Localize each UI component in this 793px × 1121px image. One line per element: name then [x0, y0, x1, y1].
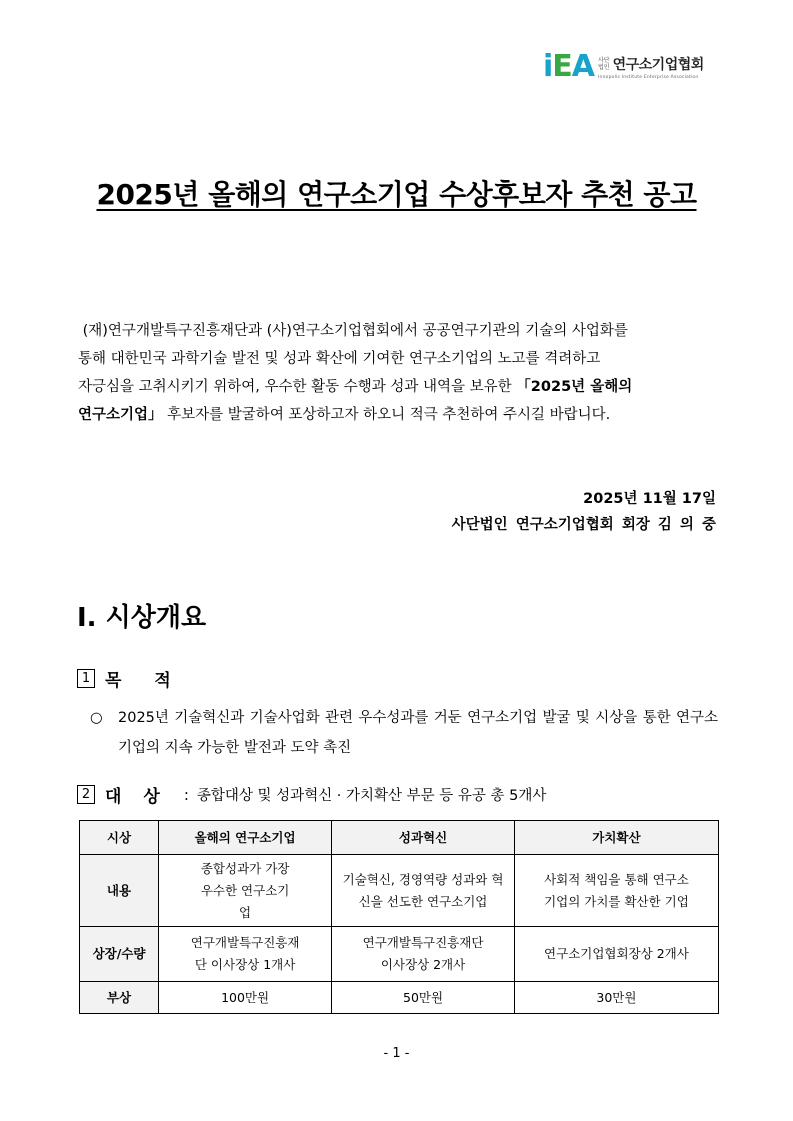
table-header: 성과혁신 [332, 821, 515, 855]
logo-english-name: Innopolis Institute Enterprise Association [598, 75, 699, 80]
row-header: 내용 [80, 855, 159, 927]
table-cell: 50만원 [332, 982, 515, 1014]
table-header-row [80, 821, 719, 855]
table-row [80, 855, 719, 927]
announcement-date: 2025년 11월 17일 [583, 491, 716, 507]
ieia-logo-mark: i E A [543, 49, 595, 84]
document-title: 2025년 올해의 연구소기업 수상후보자 추천 공고 [96, 178, 697, 211]
target-heading: 2 대상 : 종합대상 및 성과혁신 · 가치확산 부문 등 유공 총 5개사 [77, 782, 546, 807]
table-cell: 종합성과가 가장 우수한 연구소기업 [159, 855, 332, 927]
table-cell: 연구개발특구진흥재단 이사장상 2개사 [332, 927, 515, 982]
table-header: 가치확산 [514, 821, 718, 855]
purpose-heading: 1 목적 [77, 666, 204, 691]
page-number: - 1 - [383, 1046, 410, 1061]
table-cell: 100만원 [159, 982, 332, 1014]
table-cell: 연구소기업협회장상 2개사 [514, 927, 718, 982]
item-number-box: 2 [77, 785, 95, 804]
table-row [80, 982, 719, 1014]
association-logo [543, 49, 704, 84]
table-header: 올해의 연구소기업 [159, 821, 332, 855]
logo-name: 연구소기업협회 [612, 57, 704, 73]
purpose-bullet: ○ 2025년 기술혁신과 기술사업화 관련 우수성과를 거둔 연구소기업 발굴 및 시상을 통한 연구소기업의 지속 가능한 발전과 도약 촉진 [90, 703, 718, 763]
item-number-box: 1 [77, 669, 95, 688]
intro-paragraph: (재)연구개발특구진흥재단과 (사)연구소기업협회에서 공공연구기관의 기술의 사업화를 통해 대한민국 과학기술 발전 및 성과 확산에 기여한 연구소기업의 노고를 격려하고 자긍심을 고취시키기 위하여, 우수한 활동 수행과 성과 내역을 보유한 「2025년 올해의 연구소기업」 후보자를 발굴하여 포상하고자 하오니 적극 추천하여 주시길 바랍니다. [78, 323, 633, 423]
award-table [79, 820, 719, 1014]
signer: 사단법인 연구소기업협회 회장 김 의 중 [451, 517, 716, 533]
bullet-mark: ○ [90, 710, 103, 726]
row-header: 부상 [80, 982, 159, 1014]
target-description: 종합대상 및 성과혁신 · 가치확산 부문 등 유공 총 5개사 [196, 788, 547, 804]
table-cell: 기술혁신, 경영역량 성과와 혁신을 선도한 연구소기업 [332, 855, 515, 927]
table-cell: 30만원 [514, 982, 718, 1014]
table-cell: 사회적 책임을 통해 연구소기업의 가치를 확산한 기업 [514, 855, 718, 927]
logo-legal-form: 사단 법인 [598, 57, 610, 71]
table-row [80, 927, 719, 982]
table-cell: 연구개발특구진흥재단 이사장상 1개사 [159, 927, 332, 982]
table-header: 시상 [80, 821, 159, 855]
row-header: 상장/수량 [80, 927, 159, 982]
section-heading: Ⅰ. 시상개요 [77, 603, 207, 633]
logo-text [598, 54, 704, 80]
